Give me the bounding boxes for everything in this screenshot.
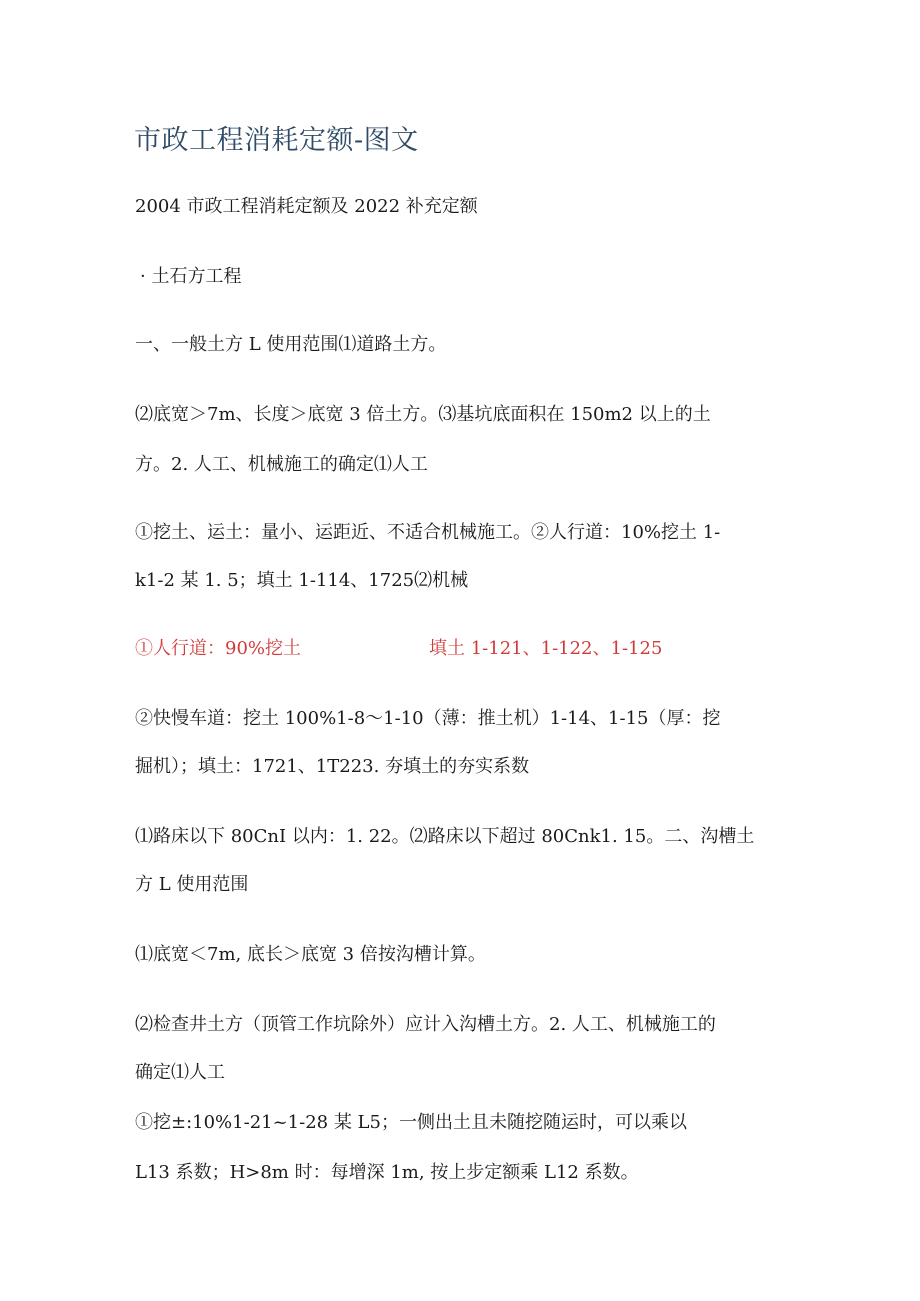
section-heading: · 土石方工程 [140,266,242,287]
paragraph-line: 一、一般土方 L 使用范围⑴道路土方。 [135,334,447,355]
paragraph-line: ⑴路床以下 80CnI 以内：1. 22。⑵路床以下超过 80Cnk1. 15。二、沟槽土 [135,826,755,847]
paragraph-line: ⑴底宽＜7m, 底长＞底宽 3 倍按沟槽计算。 [135,944,486,965]
paragraph-line: ⑵底宽＞7m、长度＞底宽 3 倍土方。⑶基坑底面积在 150m2 以上的土 [135,404,711,425]
paragraph-line: 确定⑴人工 [135,1062,225,1083]
page-title: 市政工程消耗定额-图文 [134,125,419,156]
paragraph-line: k1-2 某 1. 5；填土 1-114、1725⑵机械 [135,570,469,591]
paragraph-line: ①挖±:10%1-21~1-28 某 L5；一侧出土且未随挖随运时，可以乘以 [135,1112,687,1133]
paragraph-line: 方 L 使用范围 [135,874,249,895]
paragraph-line: 方。2. 人工、机械施工的确定⑴人工 [135,454,428,475]
subtitle: 2004 市政工程消耗定额及 2022 补充定额 [135,196,478,217]
paragraph-line: L13 系数；H>8m 时：每增深 1m, 按上步定额乘 L12 系数。 [135,1162,639,1183]
paragraph-line: ①挖土、运土：量小、运距近、不适合机械施工。②人行道：10%挖土 1- [135,522,721,543]
highlight-line-right: 填土 1-121、1-122、1-125 [429,638,663,659]
paragraph-line: ⑵检查井土方（顶管工作坑除外）应计入沟槽土方。2. 人工、机械施工的 [135,1014,716,1035]
highlight-line-left: ①人行道：90%挖土 [135,638,302,659]
paragraph-line: 掘机）；填土：1721、1T223. 夯填土的夯实系数 [135,756,530,777]
paragraph-line: ②快慢车道：挖土 100%1-8～1-10（薄：推土机）1-14、1-15（厚：挖 [135,708,721,729]
